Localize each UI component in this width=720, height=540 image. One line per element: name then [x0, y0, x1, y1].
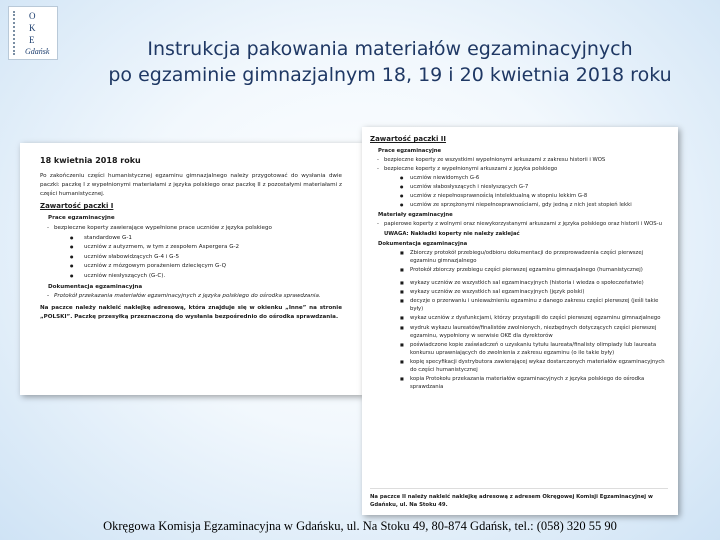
- doc2-footnote: Na paczce II należy nakleić naklejkę adresową z adresem Okręgowej Komisji Egzaminacyjnej w Gdańsku, ul. Na Stoku 49.: [370, 488, 668, 509]
- instruction-document-package-2: [362, 127, 678, 515]
- doc2-section-dokumentacja: Dokumentacja egzaminacyjna: [378, 241, 468, 248]
- doc1-intro: Po zakończeniu części humanistycznej egzaminu gimnazjalnego należy przygotować do wysłania dwie paczki: paczkę I z wypełnionymi materiałami z języka polskiego oraz paczkę II z pozostałymi materiałami z części humanistycznej.: [40, 173, 342, 197]
- list-item: ● uczniów niesłyszących (G-C).: [40, 272, 342, 281]
- list-item: ■ kopię specyfikacji dystrybutora zawierającej wykaz dostarczonych materiałów egzaminacyjnych do części humanistycznej: [370, 358, 668, 374]
- doc2-dash-item: - bezpieczne koperty z wypełnionymi arkuszami z języka polskiego: [370, 165, 668, 173]
- list-item: ● uczniów z mózgowym porażeniem dziecięcym G-Q: [40, 262, 342, 271]
- doc1-list-2: [40, 292, 342, 301]
- list-item: ■ wykazy uczniów ze wszystkich sal egzaminacyjnych (historia i wiedza o społeczeństwie): [370, 279, 668, 287]
- doc2-dash-item: - bezpieczne koperty ze wszystkimi wypełnionymi arkuszami z zakresu historii i WOS: [370, 156, 668, 164]
- footer-address: Okręgowa Komisja Egzaminacyjna w Gdańsku, ul. Na Stoku 49, 80-874 Gdańsk, tel.: (058) 320 55 90: [103, 519, 617, 533]
- list-item: ■ Protokół zbiorczy przebiegu części pierwszej egzaminu gimnazjalnego (humanistycznej): [370, 266, 668, 274]
- slide-title: [60, 36, 720, 88]
- logo-letter-e: E: [29, 35, 35, 45]
- doc1-dash-item: - bezpieczne koperty zawierające wypełnione prace uczniów z języka polskiego: [40, 224, 342, 233]
- list-item: ● standardowe G-1: [40, 234, 342, 243]
- list-item: ■ Zbiorczy protokół przebiegu/odbioru dokumentacji do przeprowadzenia części pierwszej egzaminu gimnazjalnego: [370, 249, 668, 265]
- doc1-heading: Zawartość paczki I: [40, 202, 114, 211]
- list-item: ■ wydruk wykazu laureatów/finalistów zwolnionych, niezbędnych dotyczących części pierwszej egzaminu, wypełniony w serwisie OKE dla dyrektorów: [370, 324, 668, 340]
- doc1-section-prace: Prace egzaminacyjne: [48, 215, 115, 222]
- doc2-section-prace: Prace egzaminacyjne: [378, 147, 442, 154]
- doc1-date: 18 kwietnia 2018 roku: [40, 156, 141, 165]
- doc1-list: [40, 224, 342, 281]
- list-item: ● uczniów niewidomych G-6: [370, 174, 668, 182]
- doc2-uwaga: UWAGA: Nakładki koperty nie należy zaklejać: [384, 231, 520, 238]
- doc1-note: Na paczce należy nakleić naklejkę adresową, która znajduje się w okienku „Inne” na stronie „POLSKI”. Paczkę przesyłką przeznaczoną do wysłania bezpośrednio do ośrodka sprawdzania.: [40, 305, 342, 320]
- list-item: ● uczniów słabosłyszących i niesłyszących G-7: [370, 183, 668, 191]
- doc2-dash-item: - papierowe koperty z wolnymi oraz niewykorzystanymi arkuszami z języka polskiego oraz historii i WOS-u: [370, 220, 668, 228]
- list-item: ● uczniów słabowidzących G-4 i G-5: [40, 253, 342, 262]
- list-item: ■ kopia Protokołu przekazania materiałów egzaminacyjnych z języka polskiego do ośrodka sprawdzania: [370, 375, 668, 391]
- logo-letter-k: K: [29, 23, 36, 33]
- logo-city: Gdańsk: [25, 47, 50, 56]
- doc2-list-2: [370, 220, 668, 228]
- list-item: ■ wykazy uczniów ze wszystkich sal egzaminacyjnych (język polski): [370, 288, 668, 296]
- list-item: ● uczniów ze sprzężonymi niepełnosprawnościami, gdy jedną z nich jest stopień lekki: [370, 201, 668, 209]
- slide-title-line-1: Instrukcja pakowania materiałów egzaminacyjnych: [147, 38, 633, 60]
- doc2-list-3: [370, 249, 668, 391]
- oke-logo: [8, 6, 58, 60]
- doc2-list-1: [370, 156, 668, 209]
- doc2-section-materialy: Materiały egzaminacyjne: [378, 211, 453, 218]
- doc1-section-dokumentacja: Dokumentacja egzaminacyjna: [48, 283, 143, 290]
- slide-title-line-2: po egzaminie gimnazjalnym 18, 19 i 20 kwietnia 2018 roku: [108, 64, 672, 86]
- list-item: ■ wykaz uczniów z dysfunkcjami, którzy przystąpili do części pierwszej egzaminu gimnazjalnego: [370, 314, 668, 322]
- list-item: ● uczniów z autyzmem, w tym z zespołem Aspergera G-2: [40, 243, 342, 252]
- list-item: ■ decyzje o przerwaniu i unieważnieniu egzaminu z danego zakresu części pierwszej (jeśli takie były): [370, 297, 668, 313]
- doc2-heading: Zawartość paczki II: [370, 135, 447, 143]
- logo-letter-o: O: [29, 11, 36, 21]
- list-item: ■ poświadczone kopie zaświadczeń o uzyskaniu tytułu laureata/finalisty olimpiady lub laureata konkursu uprawniających do zwolnienia z zakresu egzaminu (o ile takie były): [370, 341, 668, 357]
- list-item: ● uczniów z niepełnosprawnością intelektualną w stopniu lekkim G-8: [370, 192, 668, 200]
- doc1-dash-item: - Protokół przekazania materiałów egzaminacyjnych z języka polskiego do ośrodka sprawdzania.: [40, 292, 342, 301]
- instruction-document-package-1: [20, 143, 362, 395]
